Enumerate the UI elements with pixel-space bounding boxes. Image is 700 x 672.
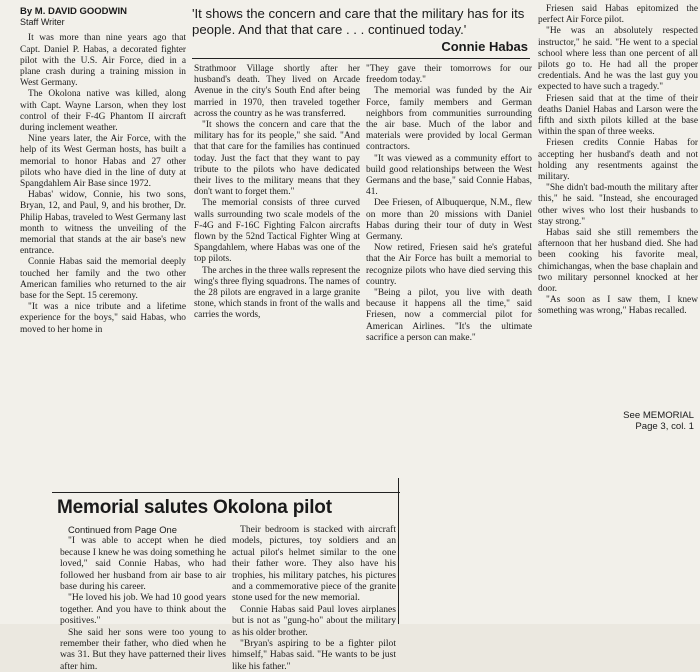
paragraph: "He was an absolutely respected instructor," he said. "He went to a special school where less than one percent of all pilots go to. He had all the proper credentials. And he was the last guy you expected to have such a tragedy." [538,26,698,93]
article-column-2 [194,64,360,476]
jump-column-2 [232,524,396,672]
paragraph: "As soon as I saw them, I knew something was wrong," Habas recalled. [538,295,698,317]
paragraph: The memorial was funded by the Air Force, family members and German neighbors from communities surrounding the air base. Much of the labor and materials were provided by local German contractors. [366,86,532,153]
paragraph: "It was viewed as a community effort to build good relationships between the West Germans and the base," said Connie Habas, 41. [366,153,532,198]
paragraph: Friesen said Habas epitomized the perfect Air Force pilot. [538,4,698,26]
jump-column-1 [60,524,226,672]
pull-quote [192,4,530,59]
staff-writer-label: Staff Writer [20,17,65,28]
paragraph: Strathmoor Village shortly after her husband's death. They lived on Arcade Avenue in the city's South End after being married in 1970, then traveled together across the country as he was transferred. [194,64,360,119]
paragraph: "Being a pilot, you live with death because it happens all the time," said Friesen, now a commercial pilot for American Airlines. "It's the ultimate sacrifice a person can make." [366,288,532,343]
jump-reference [560,410,694,432]
paragraph: "It shows the concern and care that the military has for its people," she said. "And that that care for the families has continued today. Just the fact that they want to pay tribute to the pilots who have dedicated their lives to the military means that they don't want to forget them." [194,120,360,198]
paragraph: Friesen credits Connie Habas for accepting her husband's death and not holding any resentments against the military. [538,138,698,183]
pull-quote-attribution: Connie Habas [441,39,528,54]
paragraph: It was more than nine years ago that Capt. Daniel P. Habas, a decorated fighter pilot with the U.S. Air Force, died in a plane crash during a training mission in West Germany. [20,33,186,89]
paragraph: "It was a nice tribute and a lifetime experience for the boys," said Habas, who moved to her home in [20,302,186,335]
jump-headline: Memorial salutes Okolona pilot [57,497,332,518]
byline: By M. DAVID GOODWIN [20,6,127,17]
section-divider-horizontal [52,492,400,493]
article-column-3 [366,64,532,476]
pull-quote-text: 'It shows the concern and care that the military has for its people. And that that care . . . continued today.' [192,6,525,37]
paragraph: The Okolona native was killed, along with Capt. Wayne Larson, when they lost control of their F-4G Phantom II aircraft during inclement weather. [20,89,186,134]
article-column-1 [20,6,186,476]
paragraph: The arches in the three walls represent the wing's three flying squadrons. The names of the 28 pilots are engraved in a large granite stone, which stands in front of the walls and carries the words, [194,265,361,321]
paragraph: Habas' widow, Connie, his two sons, Bryan, 12, and Paul, 9, and his brother, Dr. Philip Habas, traveled to West Germany last month to witness the unveiling of the memorial that stands at the air base's new entrance. [20,190,186,257]
paragraph: "He loved his job. We had 10 good years together. And you have to think about the positives." [60,592,226,627]
paragraph: "They gave their tomorrows for our freedom today." [366,64,532,86]
paragraph: Connie Habas said the memorial deeply touched her family and the two other American families who returned to the air base for the Sept. 15 ceremony. [20,257,186,302]
jump-reference-target: See MEMORIAL [623,410,694,421]
paragraph: Nine years later, the Air Force, with the help of its West German hosts, has built a memorial to honor Habas and 27 other pilots who have died in the line of duty at Spangdahlem Air Base since 1972. [20,134,186,190]
paragraph: "I was able to accept when he died because I knew he was doing something he loved," said Connie Habas, who had followed her husband from air base to air base during his career. [60,535,226,593]
paragraph: The memorial consists of three curved walls surrounding two scale models of the F-4G and F-16C Fighting Falcon aircrafts flown by the 52nd Tactical Fighter Wing at Spangdahlem, where Habas was one of the top pilots. [194,198,360,265]
paragraph: "She didn't bad-mouth the military after this," he said. "Instead, she encouraged other wives who lost their husbands to stay strong." [538,183,698,227]
paragraph: Their bedroom is stacked with aircraft models, pictures, toy soldiers and an actual pilot's helmet similar to the one their father wore. They also have his trophies, his military patches, his pictures and a commemorative piece of the granite stone used for the new memorial. [232,524,396,604]
paragraph: Habas said she still remembers the afternoon that her husband died. She had been cooking his favorite meal, chimichangas, when the base chaplain and two military personnel knocked at her door. [538,228,698,295]
paragraph: Connie Habas said Paul loves airplanes but is not as "gung-ho" about the military as his older brother. [232,603,396,638]
article-column-4 [538,4,698,404]
paragraph: "Bryan's aspiring to be a fighter pilot himself," Habas said. "He wants to be just like his father." [232,638,396,672]
paragraph: Dee Friesen, of Albuquerque, N.M., flew on more than 20 missions with Daniel Habas during their tour of duty in West Germany. [366,198,532,243]
jump-reference-page: Page 3, col. 1 [635,421,694,432]
paragraph: She said her sons were too young to remember their father, who died when he was 31. But they have patterned their lives after him. [60,626,226,672]
paragraph: Now retired, Friesen said he's grateful that the Air Force has built a memorial to recognize pilots who have died serving this country. [366,243,532,287]
continued-label: Continued from Page One [68,524,177,535]
section-divider-vertical [398,478,399,624]
paragraph: Friesen said that at the time of their deaths Daniel Habas and Larson were the fifth and sixth pilots killed at the base within the span of three weeks. [538,93,698,138]
